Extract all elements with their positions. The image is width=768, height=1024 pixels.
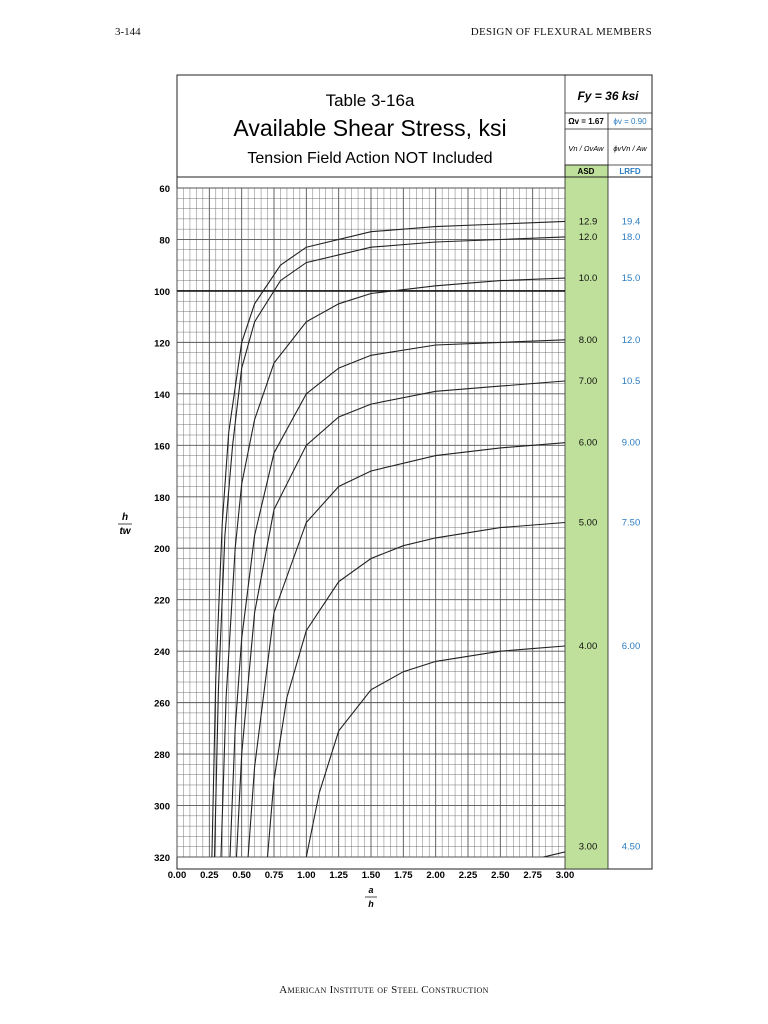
x-tick-label: 0.75 bbox=[264, 870, 284, 881]
x-axis-label-text: a bbox=[368, 885, 374, 895]
y-tick-label: 180 bbox=[154, 492, 170, 504]
asd-value-label: 10.0 bbox=[578, 273, 598, 285]
y-tick-label: 220 bbox=[154, 595, 170, 607]
y-tick-label: 240 bbox=[154, 647, 170, 659]
asd-value-label: 12.9 bbox=[578, 216, 598, 228]
chart-subtitle: Tension Field Action NOT Included bbox=[247, 150, 493, 167]
tick-label-group bbox=[154, 184, 574, 881]
shear-curve bbox=[507, 852, 565, 867]
lrfd-value-label: 10.5 bbox=[621, 375, 641, 387]
x-tick-label: 1.75 bbox=[394, 870, 413, 881]
y-tick-label: 160 bbox=[154, 441, 170, 453]
shear-curve bbox=[212, 221, 565, 857]
asd-value-label: 7.00 bbox=[578, 375, 598, 387]
asd-value-label: 6.00 bbox=[578, 437, 598, 449]
phi-label: ϕv = 0.90 bbox=[613, 117, 647, 126]
y-tick-label: 260 bbox=[154, 698, 170, 710]
x-axis-label bbox=[365, 885, 377, 909]
asd-value-label: 5.00 bbox=[578, 517, 598, 529]
asd-header: ASD bbox=[577, 167, 595, 176]
y-tick-label: 280 bbox=[154, 750, 170, 762]
shear-curve bbox=[237, 381, 566, 857]
x-tick-label: 1.50 bbox=[361, 870, 381, 881]
omega-label: Ωv = 1.67 bbox=[568, 117, 604, 126]
asd-value-label: 12.0 bbox=[578, 231, 598, 243]
asd-value-label: 4.00 bbox=[578, 641, 598, 653]
y-axis-label-denominator: tw bbox=[119, 526, 131, 537]
lrfd-header: LRFD bbox=[619, 167, 641, 176]
x-tick-label: 0.25 bbox=[200, 870, 219, 881]
y-tick-label: 140 bbox=[154, 389, 170, 401]
table-label: Table 3-16a bbox=[325, 91, 415, 110]
lrfd-value-label: 4.50 bbox=[621, 841, 641, 853]
lrfd-value-label: 15.0 bbox=[621, 273, 641, 285]
lrfd-value-label: 18.0 bbox=[621, 231, 641, 243]
y-tick-label: 200 bbox=[154, 544, 170, 556]
x-tick-label: 1.25 bbox=[329, 870, 348, 881]
lrfd-formula: ϕvVn / Aw bbox=[613, 144, 647, 153]
shear-curve bbox=[230, 340, 565, 857]
page-number: 3-144 bbox=[115, 26, 141, 38]
fy-label: Fy = 36 ksi bbox=[577, 89, 639, 103]
x-tick-label: 1.00 bbox=[297, 870, 316, 881]
x-tick-label: 2.50 bbox=[491, 870, 510, 881]
lrfd-value-label: 9.00 bbox=[621, 437, 641, 449]
y-tick-label: 320 bbox=[154, 853, 170, 864]
y-axis-label-text: h bbox=[121, 512, 129, 523]
y-tick-label: 60 bbox=[159, 184, 170, 195]
x-tick-label: 0.50 bbox=[232, 870, 251, 881]
lrfd-value-label: 7.50 bbox=[621, 517, 641, 529]
running-head: DESIGN OF FLEXURAL MEMBERS bbox=[470, 26, 652, 38]
x-tick-label: 0.00 bbox=[167, 870, 187, 881]
y-tick-label: 100 bbox=[154, 286, 170, 298]
lrfd-value-label: 19.4 bbox=[621, 216, 641, 228]
x-axis-label-denominator: h bbox=[368, 899, 374, 909]
asd-value-label: 3.00 bbox=[578, 841, 598, 853]
y-tick-label: 80 bbox=[159, 235, 170, 247]
y-axis-label bbox=[118, 512, 132, 537]
x-tick-label: 2.25 bbox=[458, 870, 478, 881]
y-tick-label: 120 bbox=[154, 338, 170, 350]
asd-value-label: 8.00 bbox=[578, 334, 598, 346]
lrfd-value-label: 12.0 bbox=[621, 334, 641, 346]
plot-grid bbox=[177, 188, 565, 857]
lrfd-value-label: 6.00 bbox=[621, 641, 641, 653]
asd-formula: Vn / ΩvAw bbox=[568, 144, 604, 153]
page-footer: American Institute of Steel Construction bbox=[279, 984, 489, 996]
x-tick-label: 2.75 bbox=[523, 870, 542, 881]
curve-group bbox=[212, 221, 565, 867]
x-tick-label: 2.00 bbox=[426, 870, 445, 881]
y-tick-label: 300 bbox=[154, 801, 170, 813]
chart-title: Available Shear Stress, ksi bbox=[233, 115, 507, 141]
x-tick-label: 3.00 bbox=[555, 870, 575, 881]
